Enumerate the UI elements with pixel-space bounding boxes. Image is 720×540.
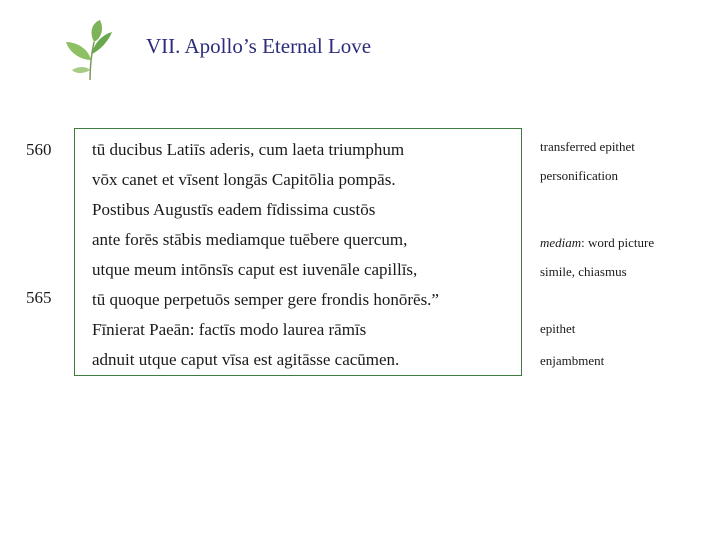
- annotation-epithet: epithet: [540, 321, 576, 336]
- verse-line-7: Fīnierat Paeān: factīs modo laurea rāmīs: [92, 320, 367, 339]
- verse-line-8: adnuit utque caput vīsa est agitāsse cacūmen.: [92, 350, 400, 369]
- annotation-personification: personification: [540, 168, 618, 183]
- annotation-enjambment: enjambment: [540, 353, 605, 368]
- line-number-560: 560: [26, 140, 52, 159]
- laurel-leaf-icon: [60, 20, 116, 82]
- verse-line-5: utque meum intōnsīs caput est iuvenāle capillīs,: [92, 260, 418, 279]
- verse-line-2: vōx canet et vīsent longās Capitōlia pompās.: [92, 170, 396, 189]
- line-number-565: 565: [26, 288, 52, 307]
- verse-line-3: Postibus Augustīs eadem fīdissima custōs: [92, 200, 376, 219]
- verse-line-4: ante forēs stābis mediamque tuēbere quercum,: [92, 230, 408, 249]
- annotation-simile-chiasmus: simile, chiasmus: [540, 264, 627, 279]
- page-title: VII. Apollo’s Eternal Love: [146, 34, 372, 58]
- annotation-word-picture: [540, 235, 654, 251]
- verse-line-6: tū quoque perpetuōs semper gere frondis honōrēs.”: [92, 290, 439, 309]
- annotation-text: : word picture: [581, 235, 655, 250]
- annotation-term: mediam: [540, 235, 582, 250]
- verse-line-1: tū ducibus Latiīs aderis, cum laeta triumphum: [92, 140, 405, 159]
- annotation-transferred-epithet: transferred epithet: [540, 139, 635, 154]
